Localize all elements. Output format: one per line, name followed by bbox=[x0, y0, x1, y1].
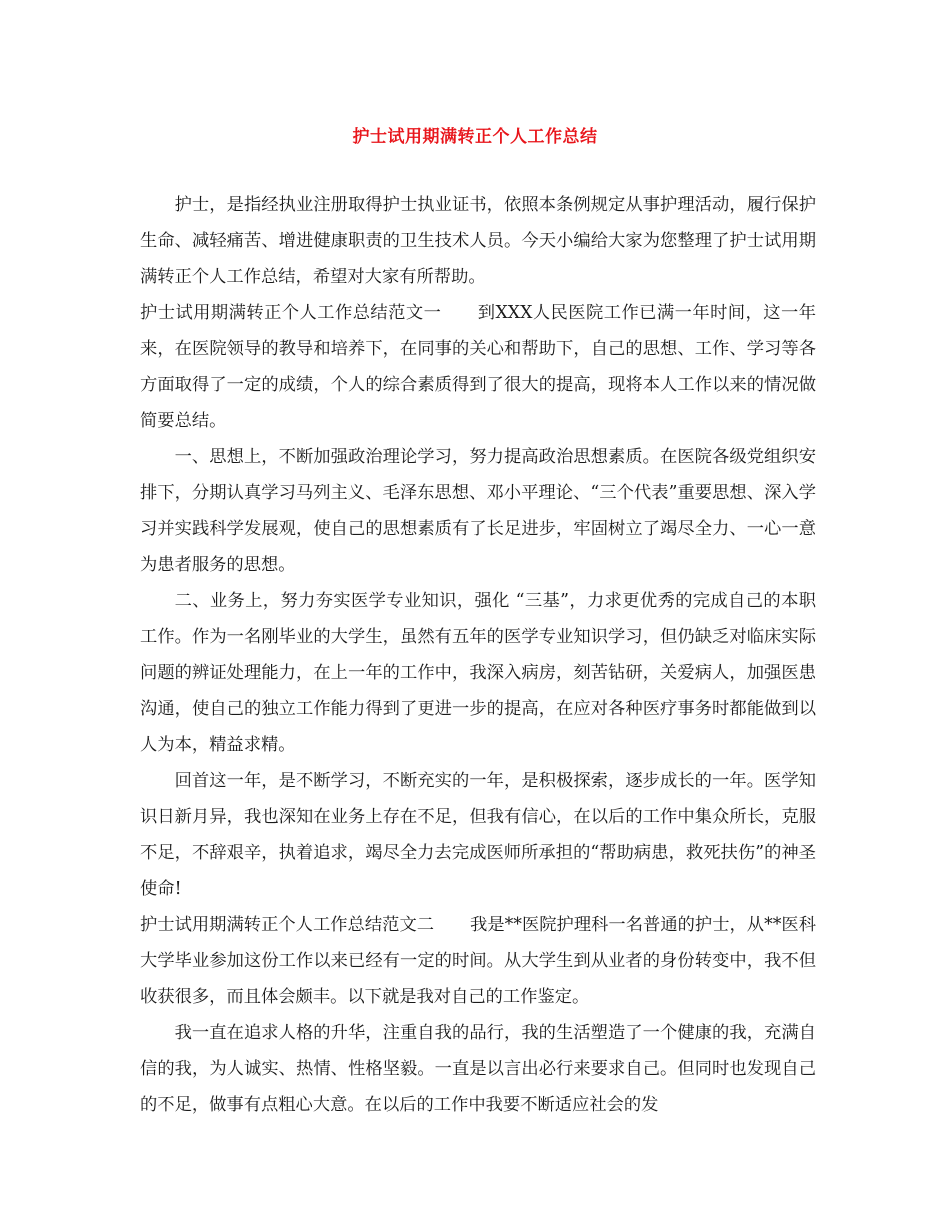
sample-two-lead: 我是**医院护理科一名普通的护士，从**医科大学毕业参加这份工作以来已经有一定的时间。从大学生到从业者的身份转变中，我不但收获很多，而且体会颇丰。以下就是我对自己的工作鉴定。 bbox=[140, 915, 816, 1007]
document-title: 护士试用期满转正个人工作总结 bbox=[352, 127, 598, 147]
sample-one-heading: 护士试用期满转正个人工作总结范文一 bbox=[140, 303, 442, 323]
sample-two-heading: 护士试用期满转正个人工作总结范文二 bbox=[140, 915, 435, 935]
sample-two-paragraph bbox=[140, 907, 816, 1015]
sample-one-business-paragraph: 二、业务上，努力夯实医学专业知识，强化 “三基”，力求更优秀的完成自己的本职工作。作为一名刚毕业的大学生，虽然有五年的医学专业知识学习，但仍缺乏对临床实际问题的辨证处理能力，在上一年的工作中，我深入病房，刻苦钻研，关爱病人，加强医患沟通，使自己的独立工作能力得到了更进一步的提高，在应对各种医疗事务时都能做到以人为本，精益求精。 bbox=[140, 591, 816, 755]
sample-one-paragraph bbox=[140, 295, 816, 439]
sample-one-thought-paragraph: 一、思想上，不断加强政治理论学习，努力提高政治思想素质。在医院各级党组织安排下，分期认真学习马列主义、毛泽东思想、邓小平理论、“三个代表”重要思想、深入学习并实践科学发展观，使自己的思想素质有了长足进步，牢固树立了竭尽全力、一心一意为患者服务的思想。 bbox=[140, 447, 816, 575]
sample-two-character-paragraph: 我一直在追求人格的升华，注重自我的品行，我的生活塑造了一个健康的我，充满自信的我，为人诚实、热情、性格坚毅。一直是以言出必行来要求自己。但同时也发现自己的不足，做事有点粗心大意。在以后的工作中我要不断适应社会的发 bbox=[140, 1023, 816, 1115]
sample-one-review-paragraph: 回首这一年，是不断学习，不断充实的一年，是积极探索，逐步成长的一年。医学知识日新月异，我也深知在业务上存在不足，但我有信心，在以后的工作中集众所长，克服不足，不辞艰辛，执着追求，竭尽全力去完成医师所承担的“帮助病患，救死扶伤”的神圣使命! bbox=[140, 771, 816, 899]
document-body bbox=[140, 187, 816, 1123]
intro-paragraph: 护士，是指经执业注册取得护士执业证书，依照本条例规定从事护理活动，履行保护生命、减轻痛苦、增进健康职责的卫生技术人员。今天小编给大家为您整理了护士试用期满转正个人工作总结，希望对大家有所帮助。 bbox=[140, 195, 816, 287]
sample-one-lead: 到XXX人民医院工作已满一年时间，这一年来，在医院领导的教导和培养下，在同事的关心和帮助下，自己的思想、工作、学习等各方面取得了一定的成绩，个人的综合素质得到了很大的提高，现将本人工作以来的情况做简要总结。 bbox=[140, 303, 816, 431]
